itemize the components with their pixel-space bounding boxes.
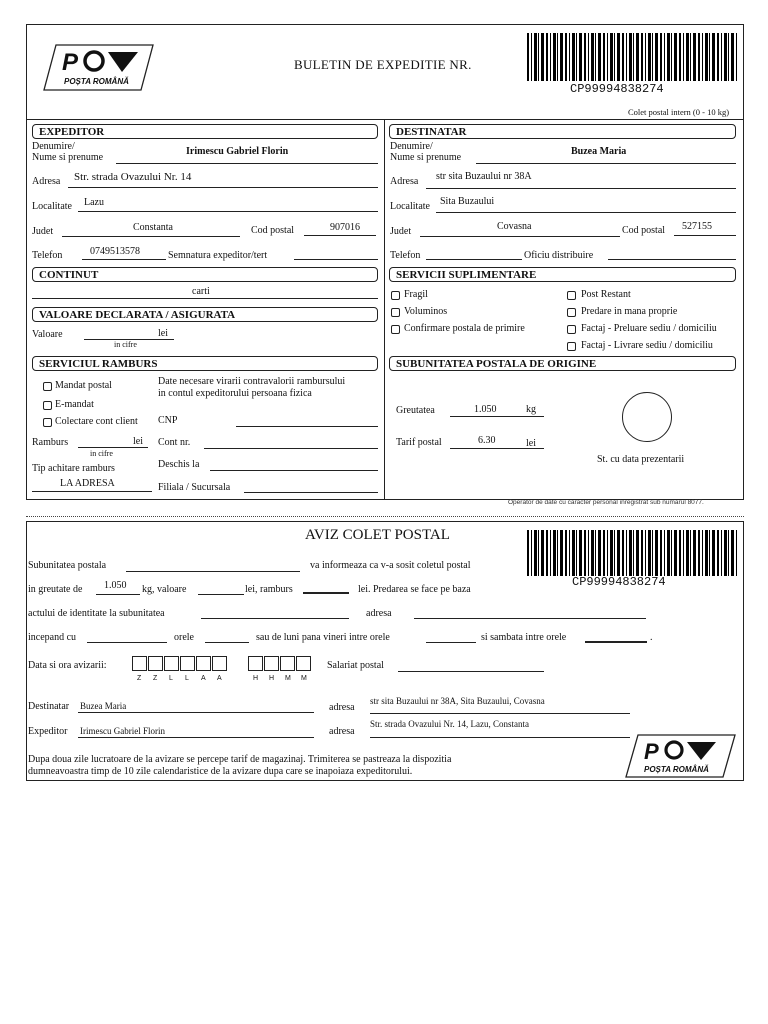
greutate-label: Greutatea (396, 405, 435, 416)
checkbox-mandat-postal[interactable] (43, 382, 52, 391)
aviz-footer-2: dumneavoastra timp de 10 zile calendaristice de la avizare dupa care se inapoiaza expeditorului. (28, 766, 413, 777)
expeditor-localitate-label: Localitate (32, 201, 72, 212)
date-letter-2: Z (153, 675, 158, 682)
valoare-label: Valoare (32, 329, 63, 340)
aviz-destinatar-label: Destinatar (28, 701, 70, 712)
servicii-voluminos: Voluminos (404, 306, 448, 317)
destinatar-localitate[interactable]: Sita Buzaului (440, 196, 495, 207)
tarif-value[interactable]: 6.30 (478, 435, 496, 446)
expeditor-cod-label: Cod postal (251, 225, 295, 236)
date-letter-3: L (169, 675, 173, 682)
aviz-greutate[interactable]: 1.050 (104, 580, 127, 591)
time-letter-3: M (285, 675, 291, 682)
aviz-informeaza: va informeaza ca v-a sosit coletul postal (310, 560, 471, 571)
cut-line (26, 516, 744, 517)
ramburs-tip-label: Tip achitare ramburs (32, 463, 115, 474)
aviz-expeditor[interactable]: Irimescu Gabriel Florin (80, 726, 165, 736)
stamp-circle (622, 392, 672, 442)
destinatar-nume[interactable]: Buzea Maria (571, 146, 627, 157)
ramburs-currency: lei (133, 436, 143, 447)
logo-text-bottom: POȘTA ROMÂNĂ (644, 765, 709, 774)
date-letter-6: A (217, 675, 222, 682)
ramburs-mandat: Mandat postal (55, 380, 112, 391)
expeditor-denumire-label: Denumire/ (32, 141, 75, 152)
aviz-actului: actului de identitate la subunitatea (28, 608, 165, 619)
checkbox-e-mandat[interactable] (43, 401, 52, 410)
ramburs-info2: in contul expeditorului persoana fizica (158, 388, 312, 399)
aviz-si-sambata: si sambata intre orele (481, 632, 567, 643)
expeditor-cod[interactable]: 907016 (330, 222, 360, 233)
header-divider (26, 119, 744, 120)
expeditor-judet[interactable]: Constanta (133, 222, 173, 233)
ramburs-in-cifre: in cifre (90, 449, 113, 458)
checkbox-post-restant[interactable] (567, 291, 576, 300)
aviz-kg-valoare: kg, valoare (142, 584, 187, 595)
date-letter-4: L (185, 675, 189, 682)
time-letter-2: H (269, 675, 275, 682)
aviz-orele: orele (174, 632, 194, 643)
valoare-in-cifre: in cifre (114, 340, 137, 349)
aviz-subunitatea: Subunitatea postala (28, 560, 107, 571)
expeditor-judet-label: Judet (32, 226, 54, 237)
time-letter-4: M (301, 675, 307, 682)
time-letter-1: H (253, 675, 259, 682)
aviz-destinatar[interactable]: Buzea Maria (80, 701, 127, 711)
checkbox-predare[interactable] (567, 308, 576, 317)
expeditor-semnatura-label: Semnatura expeditor/tert (168, 250, 268, 261)
ramburs-filiala-label: Filiala / Sucursala (158, 482, 231, 493)
date-letter-1: Z (137, 675, 142, 682)
ramburs-tip-value[interactable]: LA ADRESA (60, 478, 115, 489)
aviz-dest-adresa-label: adresa (329, 702, 355, 713)
destinatar-adresa-label: Adresa (390, 176, 419, 187)
checkbox-voluminos[interactable] (391, 308, 400, 317)
ramburs-colectare: Colectare cont client (55, 416, 138, 427)
aviz-salariat: Salariat postal (327, 660, 384, 671)
aviz-title: AVIZ COLET POSTAL (305, 527, 450, 543)
time-box-1[interactable] (248, 656, 263, 671)
destinatar-header: DESTINATAR (389, 124, 736, 139)
date-box-1[interactable] (132, 656, 147, 671)
svg-text:P: P (62, 49, 79, 76)
barcode-number-top: CP99994838274 (570, 82, 664, 96)
expeditor-telefon-label: Telefon (32, 250, 63, 261)
form-title: BULETIN DE EXPEDITIE NR. (294, 57, 472, 72)
greutate-unit: kg (526, 404, 536, 415)
expeditor-adresa[interactable]: Str. strada Ovazului Nr. 14 (74, 171, 192, 183)
time-box-3[interactable] (280, 656, 295, 671)
date-box-3[interactable] (164, 656, 179, 671)
tarif-unit: lei (526, 438, 536, 449)
expeditor-nume-label: Nume si prenume (32, 152, 104, 163)
destinatar-cod[interactable]: 527155 (682, 221, 712, 232)
valoare-currency: lei (158, 328, 168, 339)
expeditor-adresa-label: Adresa (32, 176, 61, 187)
aviz-exp-adresa[interactable]: Str. strada Ovazului Nr. 14, Lazu, Constanta (370, 719, 529, 729)
ramburs-label: Ramburs (32, 437, 69, 448)
aviz-adresa: adresa (366, 608, 392, 619)
date-box-6[interactable] (212, 656, 227, 671)
operator-note: Operator de date cu caracter personal inregistrat sub numarul 8077. (508, 499, 704, 506)
checkbox-factaj-preluare[interactable] (567, 325, 576, 334)
aviz-lei-predarea: lei. Predarea se face pe baza (358, 584, 471, 595)
date-letter-5: A (201, 675, 206, 682)
destinatar-nume-label: Nume si prenume (390, 152, 462, 163)
ramburs-e-mandat: E-mandat (55, 399, 94, 410)
stamp-label: St. cu data prezentarii (597, 454, 685, 465)
servicii-post-restant: Post Restant (581, 289, 631, 300)
ramburs-header: SERVICIUL RAMBURS (32, 356, 378, 371)
expeditor-telefon[interactable]: 0749513578 (90, 246, 140, 257)
checkbox-confirmare[interactable] (391, 325, 400, 334)
valoare-header: VALOARE DECLARATA / ASIGURATA (32, 307, 378, 322)
servicii-factaj-livrare: Factaj - Livrare sediu / domiciliu (581, 340, 713, 351)
servicii-fragil: Fragil (404, 289, 428, 300)
destinatar-localitate-label: Localitate (390, 201, 430, 212)
destinatar-oficiu-label: Oficiu distribuire (524, 250, 594, 261)
parcel-type: Colet postal intern (0 - 10 kg) (628, 107, 730, 117)
aviz-in-greutate: in greutate de (28, 584, 83, 595)
servicii-header: SERVICII SUPLIMENTARE (389, 267, 736, 282)
svg-text:P: P (644, 739, 659, 764)
aviz-exp-adresa-label: adresa (329, 726, 355, 737)
time-box-4[interactable] (296, 656, 311, 671)
date-box-4[interactable] (180, 656, 195, 671)
aviz-incepand: incepand cu (28, 632, 77, 643)
posta-romana-logo (42, 42, 154, 92)
barcode-number-aviz: CP99994838274 (572, 575, 666, 589)
aviz-dest-adresa[interactable]: str sita Buzaului nr 38A, Sita Buzaului, Covasna (370, 696, 545, 706)
aviz-footer-1: Dupa doua zile lucratoare de la avizare se percepe tarif de magazinaj. Trimiterea se pastreaza la dispozitia (28, 754, 452, 765)
ramburs-info: Date necesare virarii contravalorii rambursului (158, 376, 346, 387)
posta-romana-logo-bottom (624, 733, 736, 779)
aviz-period: . (650, 632, 653, 643)
servicii-factaj-preluare: Factaj - Preluare sediu / domiciliu (581, 323, 717, 334)
subunitate-header: SUBUNITATEA POSTALA DE ORIGINE (389, 356, 736, 371)
servicii-predare: Predare in mana proprie (581, 306, 678, 317)
servicii-confirmare: Confirmare postala de primire (404, 323, 525, 334)
ramburs-deschis-label: Deschis la (158, 459, 200, 470)
time-box-2[interactable] (264, 656, 279, 671)
expeditor-localitate[interactable]: Lazu (84, 197, 104, 208)
logo-text: POȘTA ROMÂNĂ (64, 77, 129, 86)
aviz-expeditor-label: Expeditor (28, 726, 68, 737)
continut-header: CONTINUT (32, 267, 378, 282)
expeditor-nume[interactable]: Irimescu Gabriel Florin (186, 146, 289, 157)
checkbox-factaj-livrare[interactable] (567, 342, 576, 351)
expeditor-header: EXPEDITOR (32, 124, 378, 139)
continut-value[interactable]: carti (192, 286, 210, 297)
tarif-label: Tarif postal (396, 437, 442, 448)
ramburs-cont-label: Cont nr. (158, 437, 191, 448)
barcode-aviz (527, 530, 737, 576)
date-box-5[interactable] (196, 656, 211, 671)
destinatar-judet-label: Judet (390, 226, 412, 237)
checkbox-fragil[interactable] (391, 291, 400, 300)
destinatar-judet[interactable]: Covasna (497, 221, 532, 232)
ramburs-cnp-label: CNP (158, 415, 178, 426)
date-box-2[interactable] (148, 656, 163, 671)
aviz-sau-de-luni: sau de luni pana vineri intre orele (256, 632, 390, 643)
greutate-value[interactable]: 1.050 (474, 404, 497, 415)
destinatar-denumire-label: Denumire/ (390, 141, 433, 152)
destinatar-telefon-label: Telefon (390, 250, 421, 261)
barcode-top (527, 33, 737, 81)
aviz-lei-ramburs: lei, ramburs (245, 584, 293, 595)
destinatar-cod-label: Cod postal (622, 225, 666, 236)
checkbox-colectare[interactable] (43, 418, 52, 427)
destinatar-adresa[interactable]: str sita Buzaului nr 38A (436, 171, 532, 182)
aviz-data-ora: Data si ora avizarii: (28, 660, 107, 671)
column-divider (384, 120, 385, 500)
